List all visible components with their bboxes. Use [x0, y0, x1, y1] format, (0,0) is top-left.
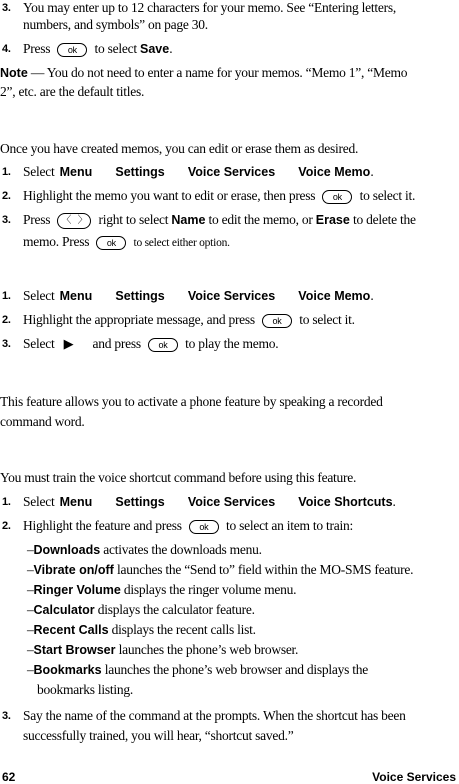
dash: –	[27, 602, 34, 617]
item-number: 2.	[2, 314, 11, 326]
shortcut-text: displays the recent calls list.	[108, 622, 256, 637]
menu-path	[23, 288, 373, 304]
shortcut-text: launches the phone’s web browser and displays the	[101, 662, 369, 677]
menu-path-voice-shortcuts: Voice Shortcuts	[298, 495, 393, 509]
menu-path-menu: Menu	[59, 495, 93, 509]
item-text: to play the memo.	[185, 336, 279, 351]
menu-path-voice-services: Voice Services	[187, 495, 276, 509]
menu-path-settings: Settings	[115, 495, 165, 509]
shortcut-name: Start Browser	[33, 643, 116, 657]
note-label: Note	[0, 66, 28, 80]
ok-button-icon: ok	[96, 236, 126, 250]
period: .	[169, 41, 173, 56]
item-number: 1.	[2, 496, 11, 508]
shortcut-text: activates the downloads menu.	[100, 542, 262, 557]
menu-path-settings: Settings	[115, 165, 165, 179]
item-text: to select it.	[299, 312, 355, 327]
item-number: 1.	[2, 290, 11, 302]
menu-path	[23, 494, 396, 510]
item-text: to select it.	[359, 188, 416, 203]
item-text: Highlight the feature and press	[23, 518, 182, 533]
item-text: to edit the memo, or	[208, 212, 313, 227]
dash: –	[27, 662, 34, 677]
shortcut-name: Bookmarks	[33, 663, 102, 677]
item-number: 4.	[2, 43, 11, 55]
item-text: Select	[23, 494, 55, 509]
shortcut-desc	[27, 642, 298, 658]
item-number: 3.	[2, 338, 11, 350]
shortcut-text: launches the phone’s web browser.	[115, 642, 299, 657]
page-number: 62	[2, 770, 16, 784]
ok-button-icon: ok	[57, 43, 87, 57]
item-text-group	[23, 336, 278, 353]
item-text: Select	[23, 288, 55, 303]
menu-option-save: Save	[140, 42, 170, 56]
shortcut-desc	[27, 662, 368, 678]
shortcut-name: Recent Calls	[33, 623, 109, 637]
dash: –	[27, 622, 34, 637]
item-text-group	[23, 234, 230, 251]
menu-path-voice-services: Voice Services	[187, 165, 276, 179]
item-text-group	[23, 41, 172, 57]
menu-path-settings: Settings	[115, 289, 165, 303]
menu-option-erase: Erase	[315, 213, 350, 227]
item-text: Highlight the appropriate message, and press	[23, 312, 255, 327]
para-text: This feature allows you to activate a phone feature by speaking a recorded	[0, 394, 383, 409]
shortcut-desc	[27, 582, 296, 598]
item-text: and press	[92, 336, 141, 351]
menu-path-menu: Menu	[59, 289, 93, 303]
item-number: 3.	[2, 214, 11, 226]
play-arrow-icon: ▶	[63, 336, 74, 352]
shortcut-name: Vibrate on/off	[33, 563, 114, 577]
item-text: numbers, and symbols” on page 30.	[23, 17, 208, 32]
item-number: 2.	[2, 520, 11, 532]
ok-button-icon: ok	[189, 520, 219, 534]
shortcut-desc	[27, 622, 256, 638]
item-text: You may enter up to 12 characters for your memo. See “Entering letters,	[23, 0, 397, 15]
shortcut-desc	[27, 542, 262, 558]
item-text: successfully trained, you will hear, “shortcut saved.”	[23, 728, 294, 743]
dash: –	[27, 642, 34, 657]
menu-path-voice-services: Voice Services	[187, 289, 276, 303]
item-text: to select an item to train:	[225, 518, 354, 533]
item-number: 3.	[2, 2, 11, 14]
shortcut-desc	[27, 602, 255, 618]
item-text-group	[23, 312, 355, 328]
item-text-group	[23, 518, 353, 534]
shortcut-text: displays the calculator feature.	[94, 602, 255, 617]
para-text: command word.	[0, 414, 85, 429]
item-number: 3.	[2, 710, 11, 722]
item-text: Press	[23, 212, 51, 227]
nav-left-right-icon: 〈 〉	[57, 213, 91, 229]
item-text-group	[23, 212, 416, 229]
intro-text: You must train the voice shortcut command before using this feature.	[0, 470, 357, 485]
dash: –	[27, 562, 34, 577]
shortcut-text: displays the ringer volume menu.	[120, 582, 297, 597]
dash: –	[27, 582, 34, 597]
item-text: Select	[23, 164, 55, 179]
ok-button-icon: ok	[262, 314, 292, 328]
item-text: Say the name of the command at the prompts. When the shortcut has been	[23, 708, 406, 723]
item-number: 2.	[2, 190, 11, 202]
period: .	[370, 164, 374, 179]
item-text: to select either option.	[133, 237, 230, 249]
item-text: Press	[23, 41, 51, 56]
menu-path-voice-memo: Voice Memo	[298, 289, 371, 303]
shortcut-desc	[27, 562, 413, 578]
shortcut-text: launches the “Send to” field within the MO-SMS feature.	[113, 562, 414, 577]
period: .	[370, 288, 374, 303]
item-text: to delete the	[352, 212, 416, 227]
note-line	[0, 65, 407, 81]
item-text: memo. Press	[23, 234, 90, 249]
item-text: Highlight the memo you want to edit or erase, then press	[23, 188, 316, 203]
section-title: Voice Services	[372, 770, 456, 784]
ok-button-icon: ok	[148, 338, 178, 352]
menu-path	[23, 164, 373, 180]
menu-path-menu: Menu	[59, 165, 93, 179]
item-text: to select	[94, 41, 137, 56]
period: .	[392, 494, 396, 509]
shortcut-name: Downloads	[33, 543, 101, 557]
item-text: right to select	[98, 212, 169, 227]
item-text: Select	[23, 336, 55, 351]
menu-option-name: Name	[171, 213, 206, 227]
menu-path-voice-memo: Voice Memo	[298, 165, 371, 179]
ok-button-icon: ok	[322, 190, 352, 204]
shortcut-name: Calculator	[33, 603, 95, 617]
item-number: 1.	[2, 166, 11, 178]
shortcut-name: Ringer Volume	[33, 583, 121, 597]
note-text: 2”, etc. are the default titles.	[0, 84, 145, 99]
intro-text: Once you have created memos, you can edit or erase them as desired.	[0, 141, 359, 156]
shortcut-text: bookmarks listing.	[37, 682, 133, 697]
note-text: — You do not need to enter a name for your memos. “Memo 1”, “Memo	[27, 65, 408, 80]
item-text-group	[23, 188, 415, 204]
dash: –	[27, 542, 34, 557]
